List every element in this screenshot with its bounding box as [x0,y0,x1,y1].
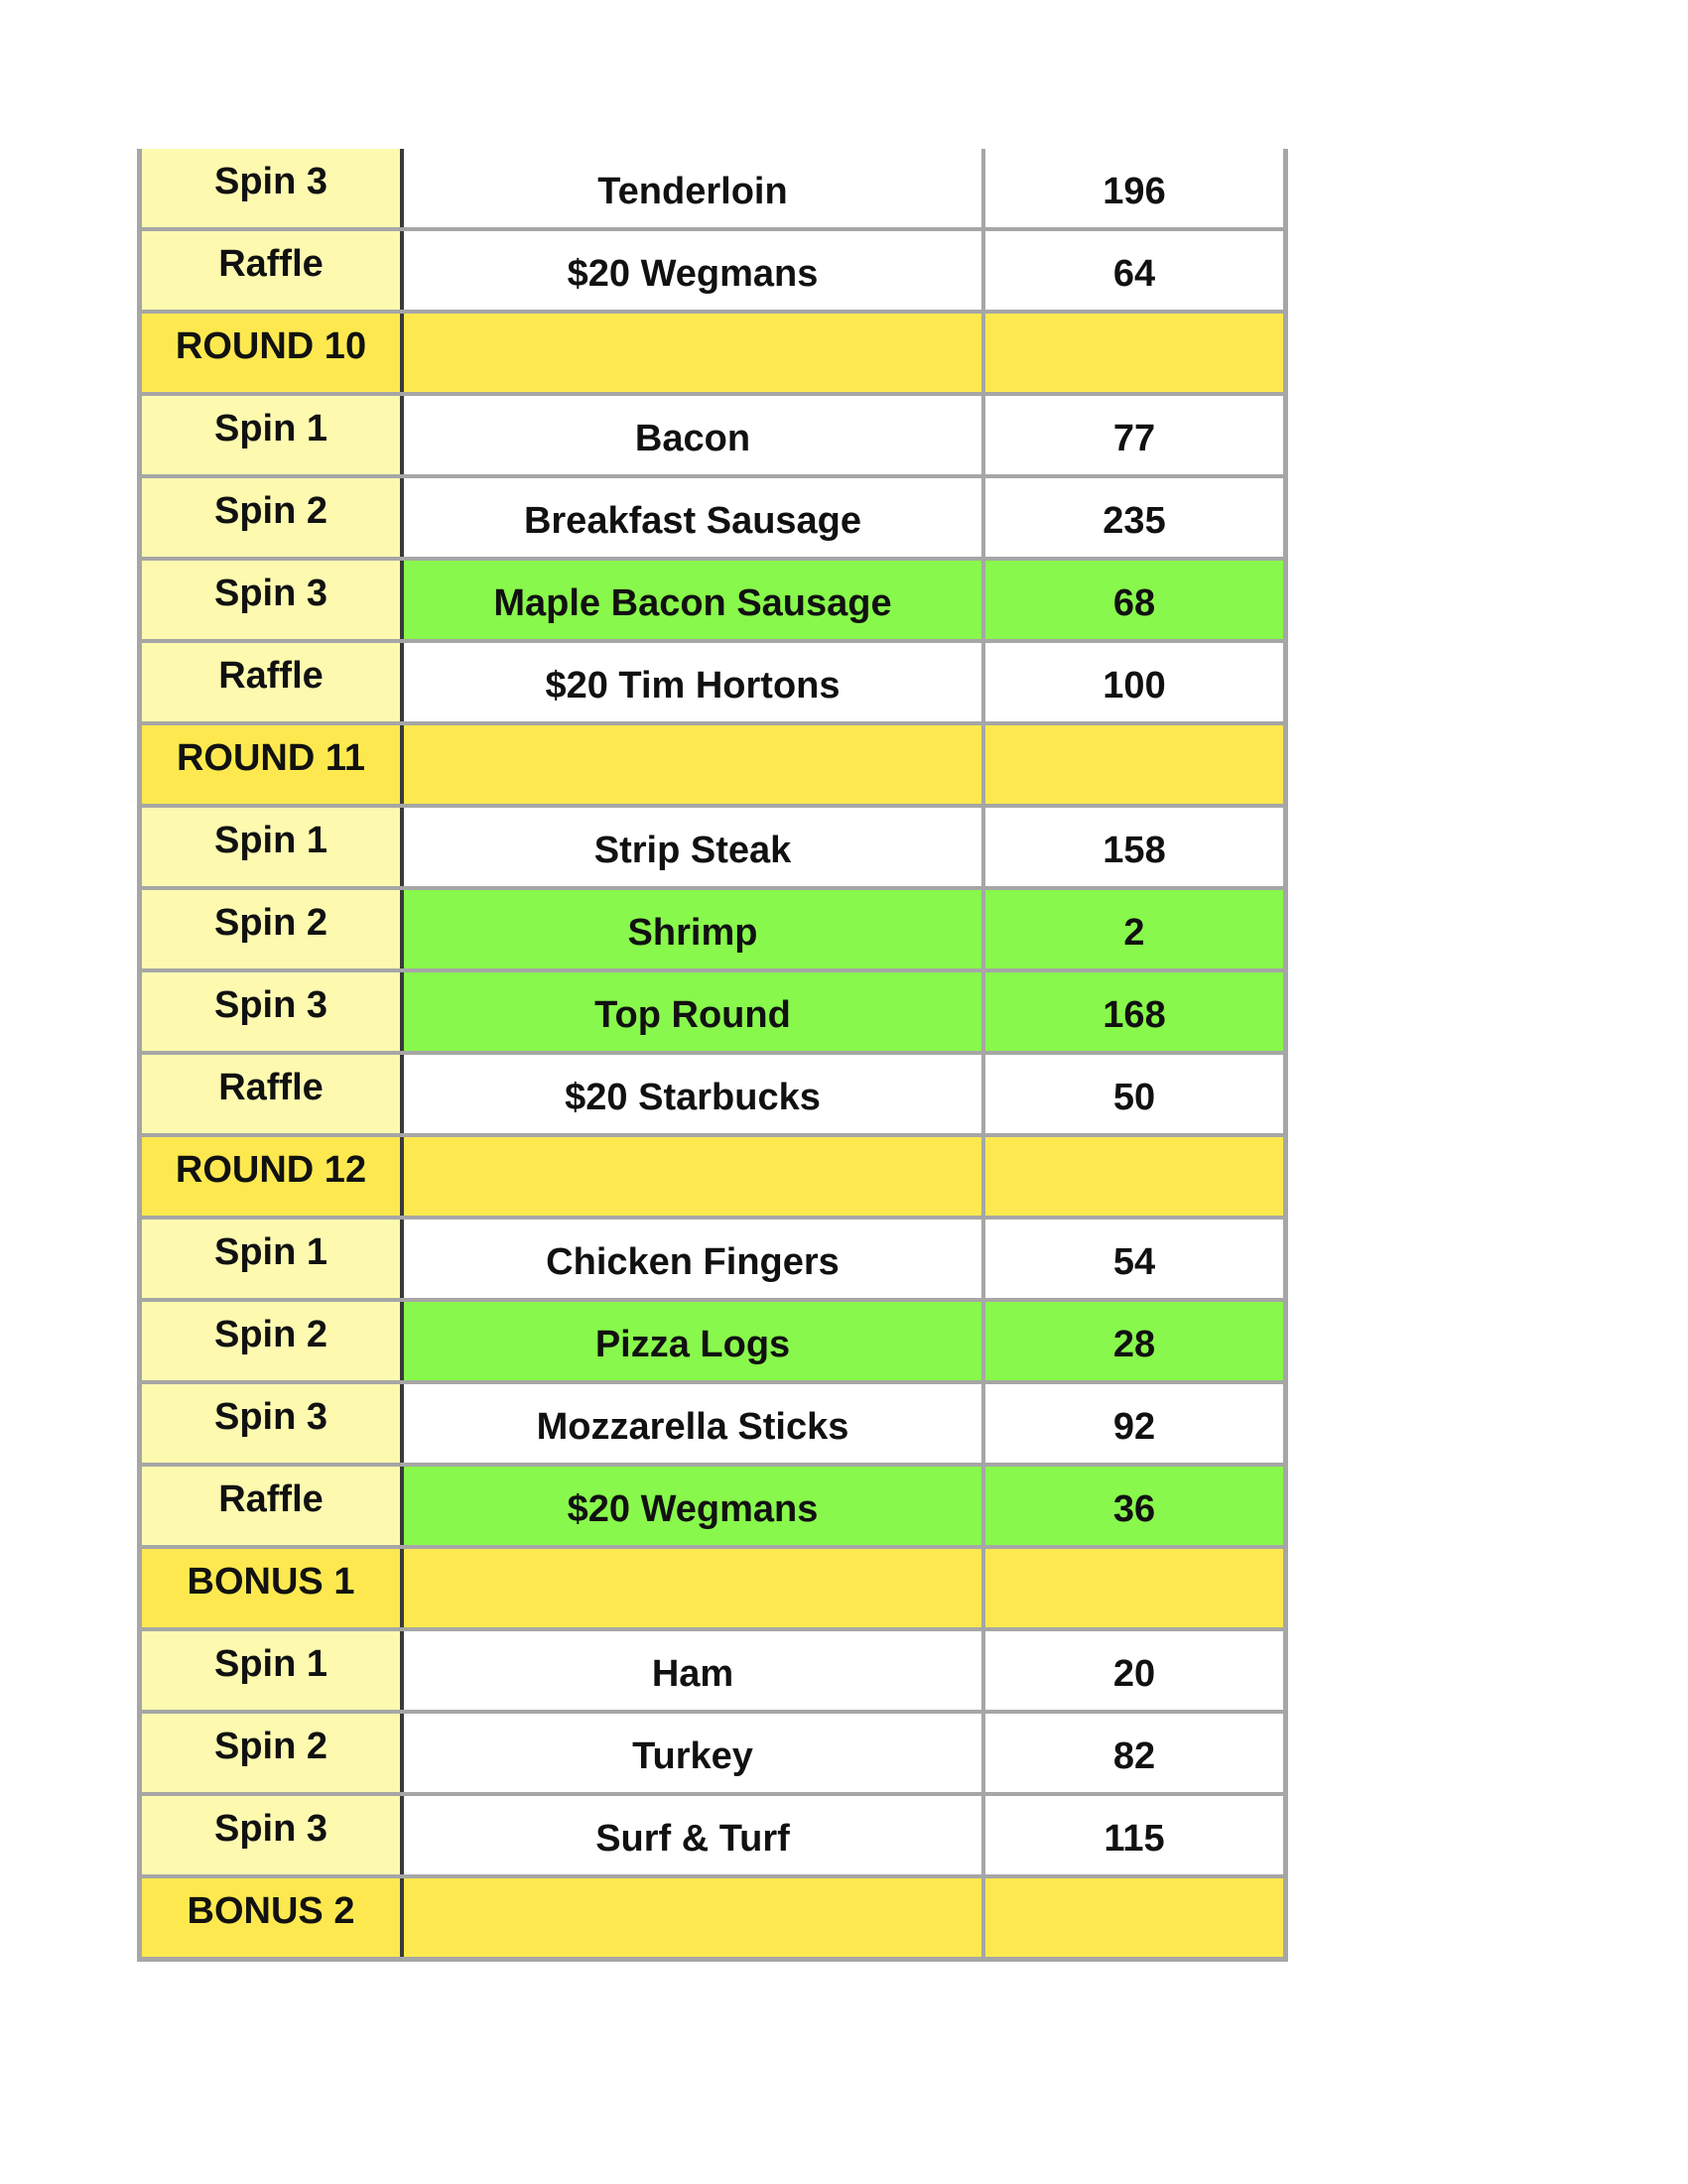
table-row [142,808,1283,890]
prize-cell: Strip Steak [404,808,985,886]
table-row [142,1796,1283,1878]
prize-cell [404,314,985,392]
row-label: BONUS 2 [142,1878,404,1957]
prize-cell: Maple Bacon Sausage [404,561,985,639]
row-label: Spin 1 [142,808,404,886]
table-row [142,1384,1283,1467]
number-cell: 196 [985,149,1283,227]
prize-cell: $20 Wegmans [404,1467,985,1545]
number-cell: 82 [985,1714,1283,1792]
prize-cell: Breakfast Sausage [404,478,985,557]
number-cell: 235 [985,478,1283,557]
number-cell: 20 [985,1631,1283,1710]
table-row [142,1220,1283,1302]
number-cell: 36 [985,1467,1283,1545]
row-label: Spin 2 [142,890,404,968]
round-header-row [142,314,1283,396]
number-cell: 54 [985,1220,1283,1298]
prize-cell [404,725,985,804]
prize-cell: Bacon [404,396,985,474]
number-cell: 77 [985,396,1283,474]
number-cell [985,314,1283,392]
row-label: Spin 2 [142,478,404,557]
round-header-row [142,1878,1283,1957]
row-label: Raffle [142,1055,404,1133]
row-label: Spin 2 [142,1714,404,1792]
number-cell: 2 [985,890,1283,968]
row-label: Raffle [142,231,404,310]
row-label: Raffle [142,1467,404,1545]
prize-cell: $20 Wegmans [404,231,985,310]
prize-cell [404,1137,985,1216]
row-label: Spin 3 [142,1796,404,1874]
prize-cell: Turkey [404,1714,985,1792]
prize-cell: Ham [404,1631,985,1710]
number-cell: 64 [985,231,1283,310]
prize-cell: Shrimp [404,890,985,968]
row-label: Spin 1 [142,1220,404,1298]
round-header-row [142,725,1283,808]
table-row [142,1055,1283,1137]
table-row [142,1302,1283,1384]
round-header-row [142,1137,1283,1220]
round-header-row [142,1549,1283,1631]
row-label: Raffle [142,643,404,721]
prize-cell: Mozzarella Sticks [404,1384,985,1463]
table-row [142,231,1283,314]
row-label: ROUND 10 [142,314,404,392]
number-cell: 92 [985,1384,1283,1463]
number-cell: 168 [985,972,1283,1051]
table-row [142,478,1283,561]
table-row [142,972,1283,1055]
prize-cell [404,1878,985,1957]
number-cell [985,1137,1283,1216]
prize-table [137,149,1288,1962]
number-cell: 158 [985,808,1283,886]
number-cell [985,1878,1283,1957]
number-cell: 115 [985,1796,1283,1874]
table-row [142,561,1283,643]
row-label: Spin 1 [142,1631,404,1710]
row-label: ROUND 12 [142,1137,404,1216]
row-label: Spin 3 [142,1384,404,1463]
table-row [142,396,1283,478]
number-cell [985,1549,1283,1627]
number-cell [985,725,1283,804]
table-row [142,1714,1283,1796]
row-label: ROUND 11 [142,725,404,804]
prize-cell: Tenderloin [404,149,985,227]
number-cell: 28 [985,1302,1283,1380]
prize-cell: Top Round [404,972,985,1051]
prize-cell: Surf & Turf [404,1796,985,1874]
prize-cell: $20 Tim Hortons [404,643,985,721]
row-label: Spin 3 [142,561,404,639]
row-label: Spin 3 [142,149,404,227]
row-label: Spin 1 [142,396,404,474]
number-cell: 100 [985,643,1283,721]
row-label: Spin 2 [142,1302,404,1380]
prize-cell [404,1549,985,1627]
row-label: Spin 3 [142,972,404,1051]
prize-cell: $20 Starbucks [404,1055,985,1133]
number-cell: 68 [985,561,1283,639]
table-row [142,890,1283,972]
table-row [142,1631,1283,1714]
prize-cell: Pizza Logs [404,1302,985,1380]
row-label: BONUS 1 [142,1549,404,1627]
prize-cell: Chicken Fingers [404,1220,985,1298]
number-cell: 50 [985,1055,1283,1133]
table-row [142,149,1283,231]
table-row [142,1467,1283,1549]
table-row [142,643,1283,725]
